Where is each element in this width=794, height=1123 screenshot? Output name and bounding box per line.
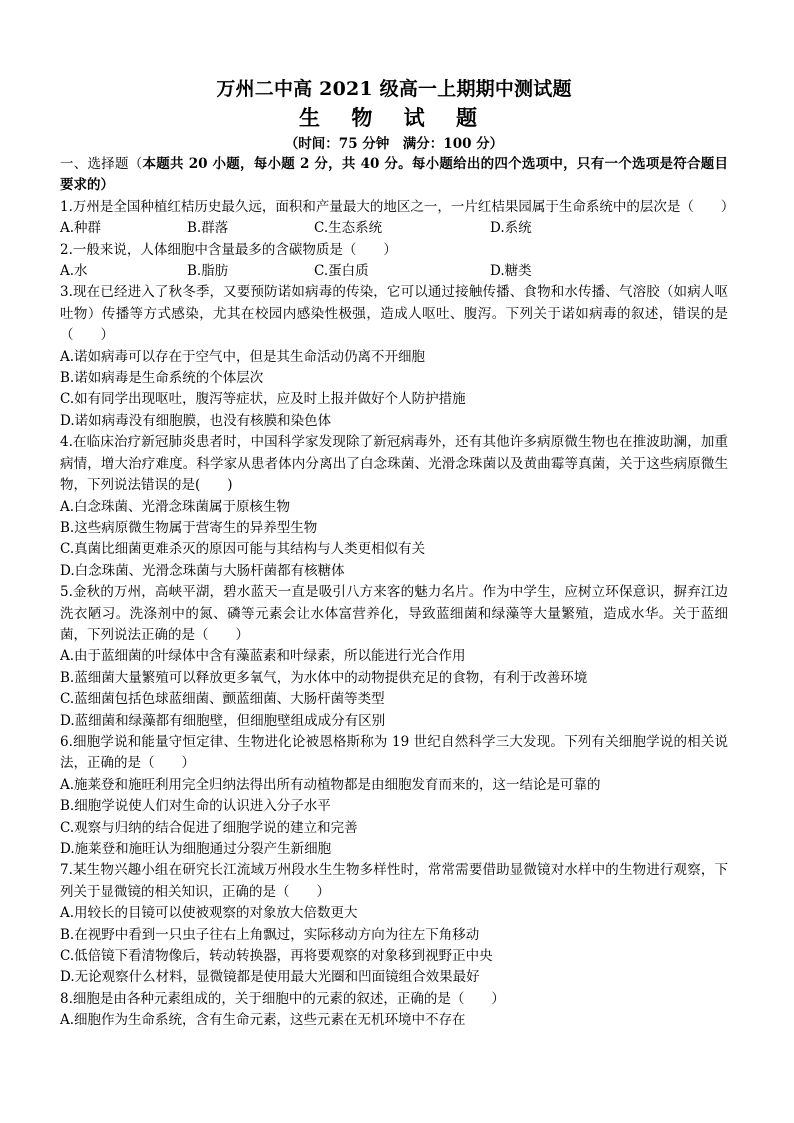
section-desc: 本题共 20 小题，每小题 2 分，共 40 分。每小题给出的四个选项中，只有一个选项是符合题目要求的） bbox=[60, 156, 728, 194]
question-4: 4.在临床治疗新冠肺炎患者时，中国科学家发现除了新冠病毒外，还有其他许多病原微生物也在推波助澜，加重病情，增大治疗难度。科学家从患者体内分离出了白念珠菌、光滑念珠菌以及黄曲霉等真菌，关于这些病原微生物，下列说法错误的是( ) bbox=[60, 434, 728, 494]
option-d: D.无论观察什么材料，显微镜都是使用最大光圈和凹面镜组合效果最好 bbox=[60, 969, 480, 986]
section-label: 一、选择题（ bbox=[60, 156, 143, 172]
question-8: 8.细胞是由各种元素组成的，关于细胞中的元素的叙述，正确的是（ ） bbox=[60, 990, 505, 1007]
option-a: A.施莱登和施旺利用完全归纳法得出所有动植物都是由细胞发育而来的，这一结论是可靠的 bbox=[60, 776, 601, 793]
option-c: C.真菌比细菌更难杀灭的原因可能与其结构与人类更相似有关 bbox=[60, 541, 426, 558]
option-a: A.水 bbox=[60, 263, 88, 280]
option-a: A.白念珠菌、光滑念珠菌属于原核生物 bbox=[60, 498, 291, 515]
option-d: D.白念珠菌、光滑念珠菌与大肠杆菌都有核糖体 bbox=[60, 562, 345, 579]
question-2-options bbox=[60, 261, 728, 282]
option-a: A.诺如病毒可以存在于空气中，但是其生命活动仍离不开细胞 bbox=[60, 348, 426, 365]
question-6: 6.细胞学说和能量守恒定律、生物进化论被恩格斯称为 19 世纪自然科学三大发现。下列有关细胞学说的相关说法，正确的是（ ） bbox=[60, 733, 728, 772]
exam-title: 万州二中高 2021 级高一上期期中测试题 bbox=[216, 78, 572, 100]
option-c: C.观察与归纳的结合促进了细胞学说的建立和完善 bbox=[60, 819, 358, 836]
option-c: C.蛋白质 bbox=[314, 263, 369, 280]
option-a: A.用较长的目镜可以使被观察的对象放大倍数更大 bbox=[60, 905, 358, 922]
option-a: A.种群 bbox=[60, 220, 102, 237]
option-c: C.生态系统 bbox=[314, 220, 383, 237]
subject-title: 生 物 试 题 bbox=[299, 105, 489, 130]
question-3: 3.现在已经进入了秋冬季，又要预防诺如病毒的传染，它可以通过接触传播、食物和水传播、气溶胶（如病人呕吐物）传播等方式感染，尤其在校园内感染性极强，造成人呕吐、腹泻。下列关于诺如病毒的叙述，错误的是（ ） bbox=[60, 284, 728, 344]
question-1-options bbox=[60, 218, 728, 239]
option-b: B.这些病原微生物属于营寄生的异养型生物 bbox=[60, 519, 318, 536]
option-c: C.低倍镜下看清物像后，转动转换器，再将要观察的对象移到视野正中央 bbox=[60, 948, 493, 965]
option-b: B.诺如病毒是生命系统的个体层次 bbox=[60, 370, 264, 387]
option-d: D.施莱登和施旺认为细胞通过分裂产生新细胞 bbox=[60, 841, 332, 857]
question-1: 1.万州是全国种植红桔历史最久远，面积和产量最大的地区之一，一片红桔果园属于生命系统中的层次是（ ） bbox=[60, 198, 735, 215]
question-5: 5.金秋的万州，高峡平湖，碧水蓝天一直是吸引八方来客的魅力名片。作为中学生，应树立环保意识，摒弃江边洗衣陋习。洗涤剂中的氮、磷等元素会让水体富营养化，导致蓝细菌和绿藻等大量繁殖，造成水华。关于蓝细菌，下列说法正确的是（ ） bbox=[60, 584, 728, 643]
option-d: D.诺如病毒没有细胞膜，也没有核膜和染色体 bbox=[60, 412, 332, 429]
option-c: C.蓝细菌包括色球蓝细菌、颤蓝细菌、大肠杆菌等类型 bbox=[60, 691, 385, 708]
option-b: B.蓝细菌大量繁殖可以释放更多氧气，为水体中的动物提供充足的食物，有利于改善环境 bbox=[60, 669, 588, 686]
exam-meta: （时间：75 分钟 满分：100 分） bbox=[284, 136, 504, 152]
option-b: B.在视野中看到一只虫子往右上角飘过，实际移动方向为往左下角移动 bbox=[60, 926, 480, 943]
option-d: D.蓝细菌和绿藻都有细胞壁，但细胞壁组成成分有区别 bbox=[60, 712, 386, 729]
option-d: D.系统 bbox=[490, 220, 532, 237]
option-a: A.细胞作为生命系统，含有生命元素，这些元素在无机环境中不存在 bbox=[60, 1012, 466, 1029]
option-b: B.脂肪 bbox=[187, 263, 229, 280]
option-b: B.细胞学说使人们对生命的认识进入分子水平 bbox=[60, 798, 331, 815]
question-7: 7.某生物兴趣小组在研究长江流域万州段水生生物多样性时，常常需要借助显微镜对水样中的生物进行观察，下列关于显微镜的相关知识，正确的是（ ） bbox=[60, 862, 728, 900]
option-a: A.由于蓝细菌的叶绿体中含有藻蓝素和叶绿素，所以能进行光合作用 bbox=[60, 648, 466, 665]
section-heading bbox=[60, 154, 728, 197]
exam-page bbox=[60, 76, 735, 1032]
question-2: 2.一般来说，人体细胞中含量最多的含碳物质是（ ） bbox=[60, 241, 397, 258]
option-b: B.群落 bbox=[187, 220, 229, 237]
option-d: D.糖类 bbox=[490, 263, 532, 280]
option-c: C.如有同学出现呕吐，腹泻等症状，应及时上报并做好个人防护措施 bbox=[60, 391, 466, 408]
